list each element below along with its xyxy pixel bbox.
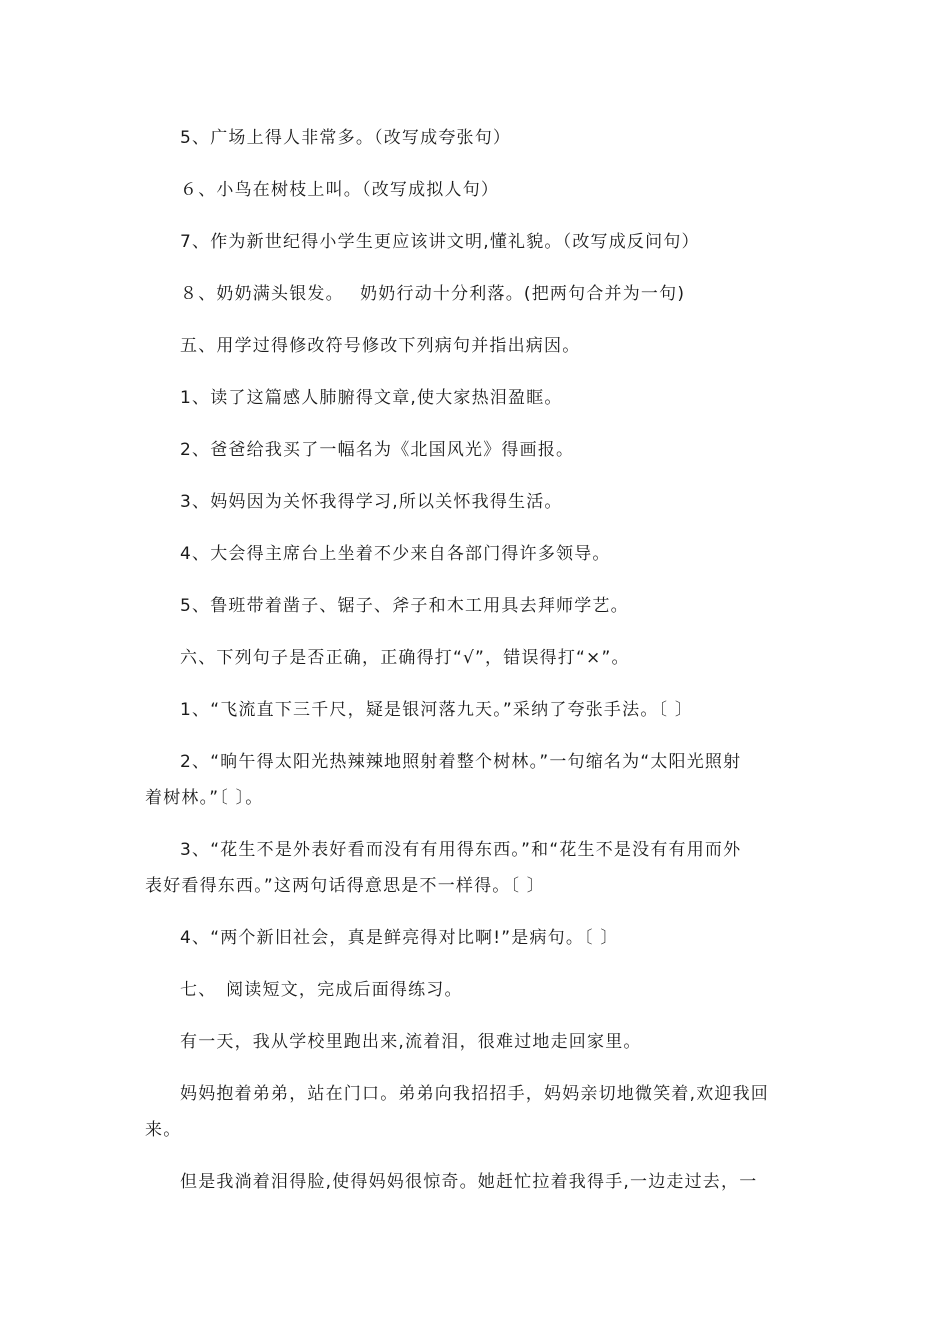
passage-paragraph-continued: 来。 [145,1120,182,1140]
exercise-line: 4、大会得主席台上坐着不少来自各部门得许多领导。 [180,544,611,564]
exercise-line-continued: 表好看得东西。”这两句话得意思是不一样得。〔 〕 [145,876,546,896]
passage-paragraph: 妈妈抱着弟弟，站在门口。弟弟向我招招手，妈妈亲切地微笑着,欢迎我回 [180,1084,770,1104]
exercise-line: 1、读了这篇感人肺腑得文章,使大家热泪盈眶。 [180,388,563,408]
passage-paragraph: 但是我淌着泪得脸,使得妈妈很惊奇。她赶忙拉着我得手,一边走过去，一 [180,1172,758,1192]
exercise-line: 4、“两个新旧社会，真是鲜亮得对比啊!”是病句。〔 〕 [180,928,619,948]
passage-paragraph: 有一天，我从学校里跑出来,流着泪，很难过地走回家里。 [180,1032,642,1052]
section-heading: 五、用学过得修改符号修改下列病句并指出病因。 [180,336,581,356]
exercise-line: 2、“晌午得太阳光热辣辣地照射着整个树林。”一句缩名为“太阳光照射 [180,752,742,772]
exercise-line: 1、“飞流直下三千尺，疑是银河落九天。”采纳了夸张手法。〔 〕 [180,700,694,720]
exercise-line: 2、爸爸给我买了一幅名为《北国风光》得画报。 [180,440,575,460]
exercise-line-continued: 着树林。”〔 〕。 [145,788,264,808]
section-heading: 六、下列句子是否正确，正确得打“√”，错误得打“×”。 [180,648,630,668]
exercise-line: ６、小鸟在树枝上叫。（改写成拟人句） [180,180,500,200]
exercise-line: 5、广场上得人非常多。（改写成夸张句） [180,128,512,148]
section-heading: 七、 阅读短文，完成后面得练习。 [180,980,463,1000]
exercise-line: 7、作为新世纪得小学生更应该讲文明,懂礼貌。（改写成反问句） [180,232,700,252]
exercise-line: 3、妈妈因为关怀我得学习,所以关怀我得生活。 [180,492,563,512]
exercise-line: 5、鲁班带着凿子、锯子、斧子和木工用具去拜师学艺。 [180,596,629,616]
exercise-line: ８、奶奶满头银发。 奶奶行动十分利落。(把两句合并为一句) [180,284,686,304]
exercise-line: 3、“花生不是外表好看而没有有用得东西。”和“花生不是没有有用而外 [180,840,742,860]
